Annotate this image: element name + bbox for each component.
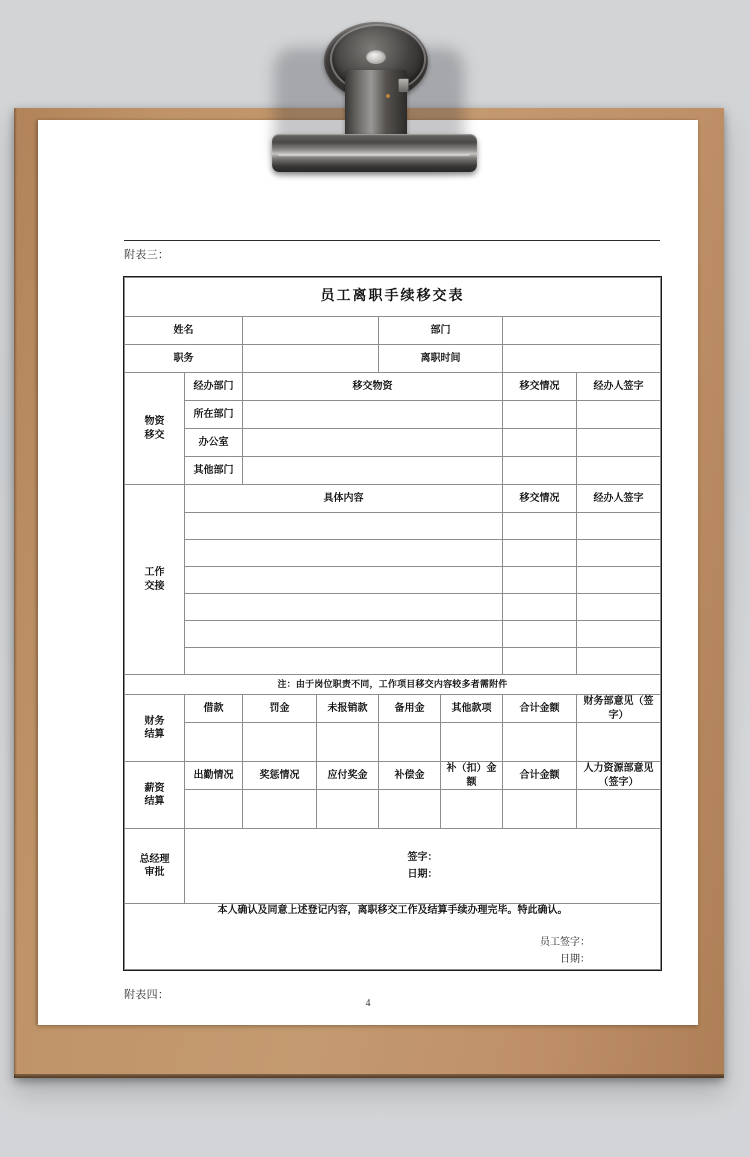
salary-header-adjustment-amount: 补（扣）金额 — [441, 762, 503, 790]
work-row — [125, 513, 661, 540]
goods-row-status-0[interactable] — [503, 401, 577, 429]
work-row-status-0[interactable] — [503, 513, 577, 540]
salary-value-total[interactable] — [503, 790, 577, 829]
salary-header-hr-opinion: 人力资源部意见（签字） — [577, 762, 661, 790]
section-label-gm-approval — [125, 829, 185, 904]
section-label-goods-line1: 物资 — [144, 416, 165, 427]
goods-header-signature: 经办人签字 — [577, 373, 661, 401]
employee-signature-label: 员工签字： — [540, 936, 590, 948]
section-label-salary-line1: 薪资 — [144, 782, 165, 794]
goods-row-status-2[interactable] — [503, 457, 577, 485]
field-label-position: 职务 — [125, 345, 243, 373]
goods-row — [125, 401, 661, 429]
section-label-gm-line1: 总经理 — [139, 853, 170, 865]
section-label-salary-line2: 结算 — [144, 796, 165, 807]
work-row-signature-3[interactable] — [577, 594, 661, 621]
salary-header-total: 合计金额 — [503, 762, 577, 790]
finance-value-other[interactable] — [441, 723, 503, 762]
field-label-department: 部门 — [379, 317, 503, 345]
work-row-signature-1[interactable] — [577, 540, 661, 567]
finance-value-unreimbursed[interactable] — [317, 723, 379, 762]
separation-handover-form-table — [124, 277, 661, 970]
top-divider-rule — [124, 240, 660, 241]
goods-row-signature-1[interactable] — [577, 429, 661, 457]
finance-value-loan[interactable] — [185, 723, 243, 762]
document-page — [38, 120, 698, 1025]
field-value-name[interactable] — [243, 317, 379, 345]
approval-row — [125, 829, 661, 904]
work-row-signature-2[interactable] — [577, 567, 661, 594]
goods-row-dept-2: 其他部门 — [185, 457, 243, 485]
section-label-salary-settlement — [125, 762, 185, 829]
confirmation-text: 本人确认及同意上述登记内容，离职移交工作及结算手续办理完毕。特此确认。 — [217, 905, 568, 916]
goods-row-dept-0: 所在部门 — [185, 401, 243, 429]
finance-value-fine[interactable] — [243, 723, 317, 762]
page-number: 4 — [365, 998, 371, 1009]
gm-signature-label: 签字： — [407, 851, 438, 863]
finance-header-row — [125, 695, 661, 723]
work-row-content-5[interactable] — [185, 648, 503, 675]
clip-rivet-icon — [386, 94, 390, 98]
work-row-content-2[interactable] — [185, 567, 503, 594]
section-label-work-handover — [125, 485, 185, 675]
work-row-status-3[interactable] — [503, 594, 577, 621]
section-label-work-line1: 工作 — [144, 567, 165, 578]
field-value-leaving-date[interactable] — [503, 345, 661, 373]
work-row-status-1[interactable] — [503, 540, 577, 567]
work-row-signature-4[interactable] — [577, 621, 661, 648]
attachment-label-top: 附表三： — [124, 249, 170, 261]
finance-value-row — [125, 723, 661, 762]
clipboard-left-edge — [14, 108, 17, 1078]
field-value-position[interactable] — [243, 345, 379, 373]
work-row — [125, 540, 661, 567]
salary-header-bonus-payable: 应付奖金 — [317, 762, 379, 790]
goods-section-header-row — [125, 373, 661, 401]
info-row — [125, 345, 661, 373]
goods-header-handling-dept: 经办部门 — [185, 373, 243, 401]
salary-header-compensation: 补偿金 — [379, 762, 441, 790]
salary-value-bonus-payable[interactable] — [317, 790, 379, 829]
work-header-signature: 经办人签字 — [577, 485, 661, 513]
finance-header-loan: 借款 — [185, 695, 243, 723]
salary-value-compensation[interactable] — [379, 790, 441, 829]
finance-header-unreimbursed: 未报销款 — [317, 695, 379, 723]
finance-header-total: 合计金额 — [503, 695, 577, 723]
goods-row-signature-0[interactable] — [577, 401, 661, 429]
section-label-goods-handover — [125, 373, 185, 485]
field-label-leaving-date: 离职时间 — [379, 345, 503, 373]
work-row-content-3[interactable] — [185, 594, 503, 621]
clip-disc-rim — [330, 24, 426, 94]
clipboard-bottom-edge — [14, 1074, 724, 1078]
salary-value-adjustment-amount[interactable] — [441, 790, 503, 829]
paper-sheet — [38, 120, 698, 1025]
gm-date-label: 日期： — [407, 869, 438, 880]
field-label-name: 姓名 — [125, 317, 243, 345]
work-row — [125, 594, 661, 621]
finance-value-total[interactable] — [503, 723, 577, 762]
clipboard-board — [14, 108, 724, 1078]
employee-date-label: 日期： — [560, 954, 590, 965]
work-row-status-4[interactable] — [503, 621, 577, 648]
section-label-work-line2: 交接 — [144, 580, 165, 592]
work-row — [125, 621, 661, 648]
goods-header-items: 移交物资 — [243, 373, 503, 401]
work-row-signature-0[interactable] — [577, 513, 661, 540]
work-row-status-5[interactable] — [503, 648, 577, 675]
section-label-finance-line2: 结算 — [144, 729, 165, 740]
form-title-row — [125, 278, 661, 317]
section-label-goods-line2: 移交 — [144, 429, 165, 441]
attachment-label-bottom: 附表四： — [124, 989, 170, 1001]
goods-row — [125, 429, 661, 457]
section-label-finance-settlement — [125, 695, 185, 762]
page-title: 员工离职手续移交表 — [125, 278, 661, 317]
confirmation-area — [125, 904, 661, 970]
finance-value-petty-cash[interactable] — [379, 723, 441, 762]
work-header-status: 移交情况 — [503, 485, 577, 513]
work-row-content-1[interactable] — [185, 540, 503, 567]
goods-row-items-0[interactable] — [243, 401, 503, 429]
work-row-content-4[interactable] — [185, 621, 503, 648]
salary-header-row — [125, 762, 661, 790]
work-row — [125, 648, 661, 675]
salary-header-attendance: 出勤情况 — [185, 762, 243, 790]
employee-signature-block[interactable] — [127, 934, 658, 969]
goods-row-dept-1: 办公室 — [185, 429, 243, 457]
finance-header-petty-cash: 备用金 — [379, 695, 441, 723]
work-section-header-row — [125, 485, 661, 513]
salary-value-hr-opinion[interactable] — [577, 790, 661, 829]
goods-row-items-1[interactable] — [243, 429, 503, 457]
work-row-content-0[interactable] — [185, 513, 503, 540]
goods-row-items-2[interactable] — [243, 457, 503, 485]
work-row-status-2[interactable] — [503, 567, 577, 594]
finance-header-other: 其他款项 — [441, 695, 503, 723]
salary-value-attendance[interactable] — [185, 790, 243, 829]
finance-value-dept-opinion[interactable] — [577, 723, 661, 762]
salary-value-rewards-penalties[interactable] — [243, 790, 317, 829]
clip-hole-icon — [366, 50, 386, 64]
salary-header-rewards-penalties: 奖惩情况 — [243, 762, 317, 790]
work-row — [125, 567, 661, 594]
work-section-note: 注：由于岗位职责不同，工作项目移交内容较多者需附件 — [125, 675, 661, 695]
info-row — [125, 317, 661, 345]
clip-disc-icon — [324, 22, 428, 100]
work-row-signature-5[interactable] — [577, 648, 661, 675]
work-note-row — [125, 675, 661, 695]
gm-approval-signature-area[interactable] — [185, 829, 661, 904]
goods-header-status: 移交情况 — [503, 373, 577, 401]
section-label-finance-line1: 财务 — [144, 715, 165, 727]
clip-screw-icon — [398, 78, 409, 92]
section-label-gm-line2: 审批 — [144, 867, 165, 878]
goods-row — [125, 457, 661, 485]
confirmation-row — [125, 904, 661, 970]
work-header-content: 具体内容 — [185, 485, 503, 513]
field-value-department[interactable] — [503, 317, 661, 345]
finance-header-dept-opinion: 财务部意见（签字） — [577, 695, 661, 723]
finance-header-fine: 罚金 — [243, 695, 317, 723]
salary-value-row — [125, 790, 661, 829]
goods-row-signature-2[interactable] — [577, 457, 661, 485]
goods-row-status-1[interactable] — [503, 429, 577, 457]
